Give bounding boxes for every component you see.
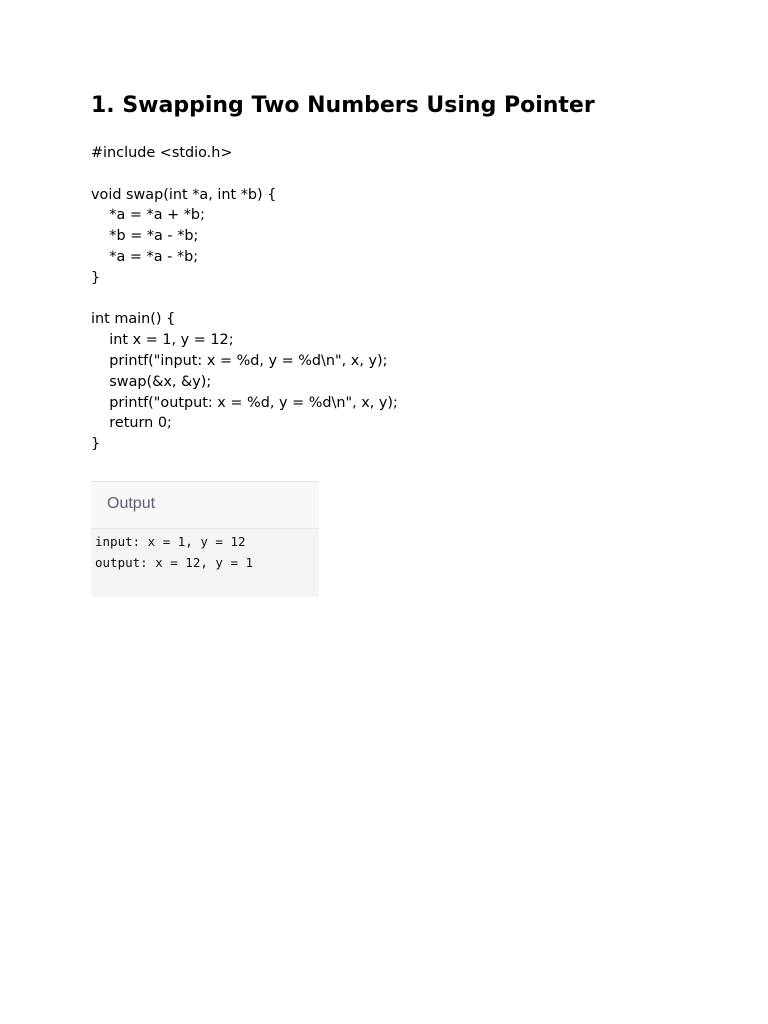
code-line: *a = *a - *b; bbox=[91, 248, 199, 265]
code-line: return 0; bbox=[91, 415, 172, 432]
code-block bbox=[91, 143, 398, 455]
output-panel-title: Output bbox=[107, 495, 156, 512]
code-line: printf("output: x = %d, y = %d\n", x, y); bbox=[91, 394, 398, 411]
code-line: #include <stdio.h> bbox=[91, 145, 233, 161]
code-line: printf("input: x = %d, y = %d\n", x, y); bbox=[91, 352, 388, 369]
output-line: output: x = 12, y = 1 bbox=[95, 555, 254, 570]
output-panel bbox=[91, 481, 319, 597]
code-line: swap(&x, &y); bbox=[91, 373, 212, 390]
code-line: *b = *a - *b; bbox=[91, 228, 199, 245]
output-panel-header bbox=[91, 482, 319, 529]
code-line: } bbox=[91, 269, 101, 286]
code-line: *a = *a + *b; bbox=[91, 207, 205, 224]
code-line bbox=[91, 164, 398, 185]
code-line: } bbox=[91, 436, 101, 453]
output-line: input: x = 1, y = 12 bbox=[95, 534, 246, 549]
code-line bbox=[91, 289, 398, 310]
document-title: 1. Swapping Two Numbers Using Pointer bbox=[91, 93, 595, 118]
code-line: int x = 1, y = 12; bbox=[91, 332, 234, 349]
code-line: int main() { bbox=[91, 311, 176, 328]
code-line: void swap(int *a, int *b) { bbox=[91, 186, 277, 203]
output-console bbox=[95, 531, 253, 573]
